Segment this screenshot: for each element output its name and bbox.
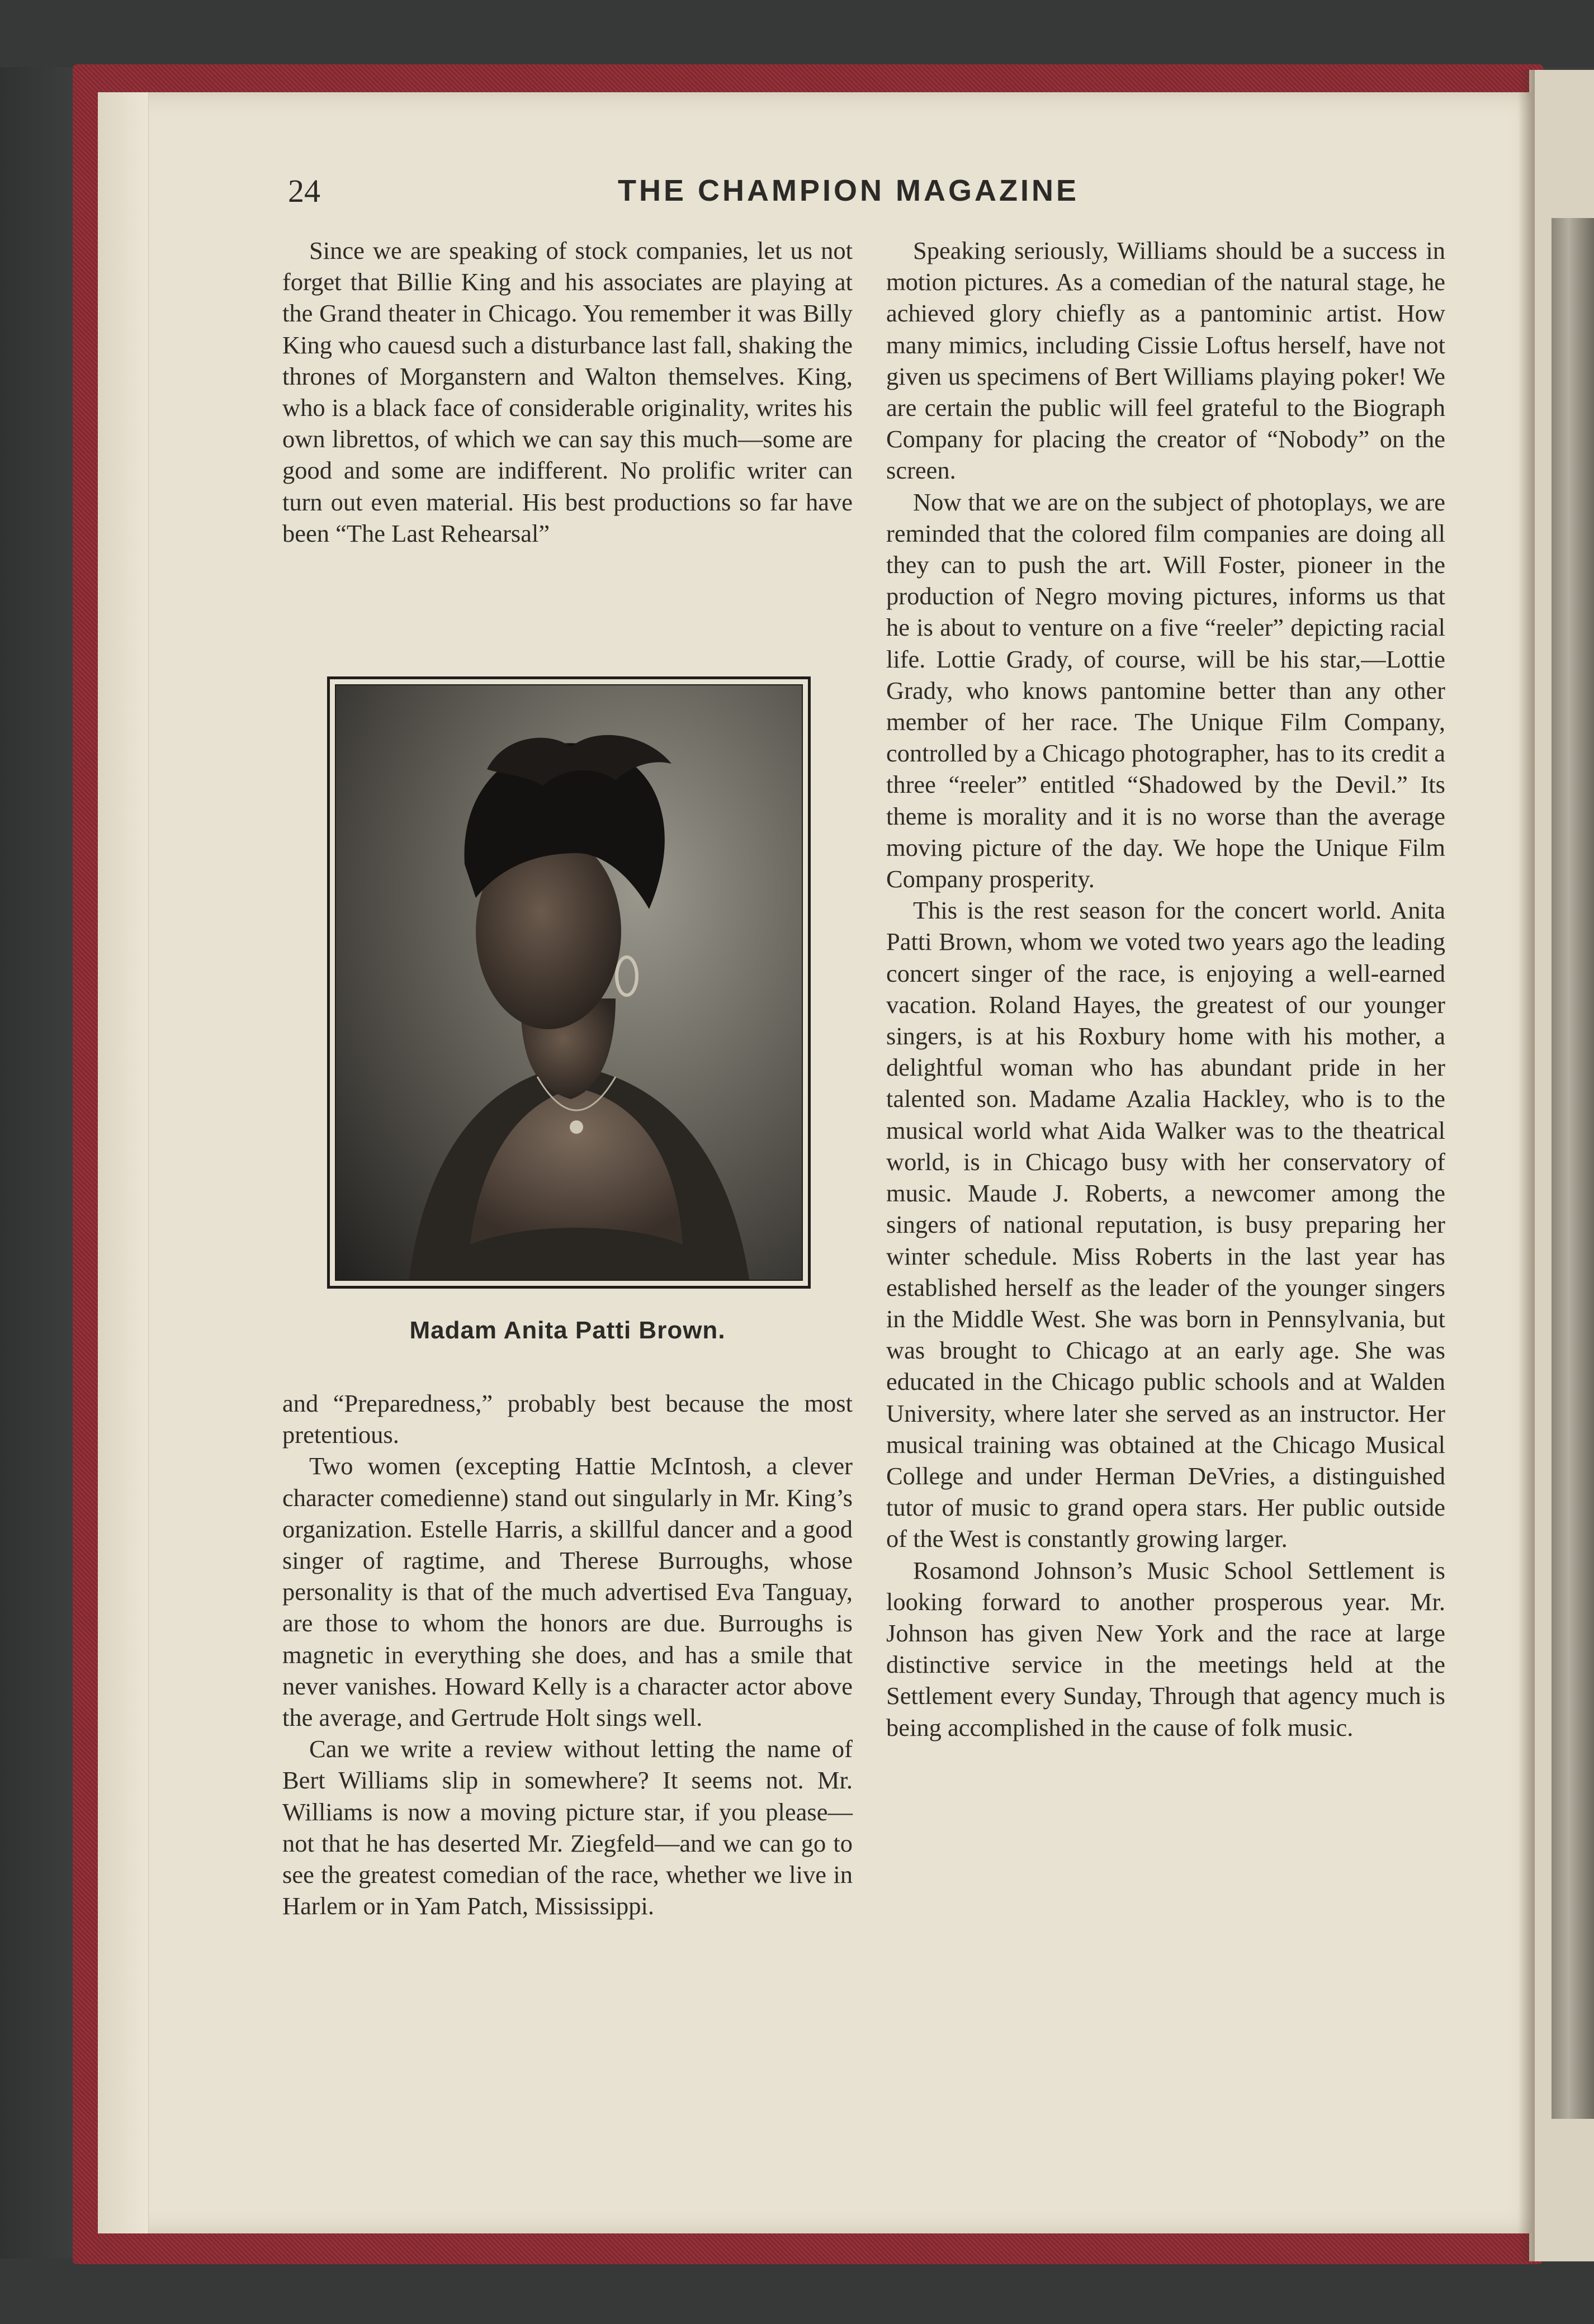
- portrait-frame: [327, 676, 811, 1289]
- paragraph: Two women (excepting Hattie McIntosh, a clever character comedienne) stand out singularly in Mr. King’s organization. Estelle Harris, a skillful dancer and a good singer of ragtime, and Therese Burroughs, whose personality is that of the much advertised Eva Tanguay, are those to whom the honors are due. Burroughs is magnetic in everything she does, and has a smile that never vanishes. Howard Kelly is a character actor above the average, and Gertrude Holt sings well.: [282, 1452, 853, 1732]
- page-header: [288, 168, 1462, 212]
- paragraph: Speaking seriously, Williams should be a success in motion pictures. As a comedian of the natural stage, he achieved glory chiefly as a pantominic artist. How many mimics, including Cissie Loftus herself, have not given us specimens of Bert Williams playing poker! We are certain the public will feel grateful to the Biograph Company for placing the creator of “Nobody” on the screen.: [886, 236, 1445, 485]
- right-column: [886, 235, 1445, 1743]
- portrait-photo: [335, 684, 803, 1281]
- paragraph: Since we are speaking of stock companies, let us not forget that Billie King and his associates are playing at the Grand theater in Chicago. You remember it was Billy King who cauesd such a disturbance last fall, shaking the thrones of Morganstern and Walton themselves. King, who is a black face of considerable originality, writes his own librettos, of which we can say this much—some are good and some are indifferent. No prolific writer can turn out even material. His best productions so far have been “The Last Rehearsal”: [282, 236, 853, 547]
- facing-page-photo: [1552, 218, 1594, 2119]
- paragraph: and “Preparedness,” probably best because the most pretentious.: [282, 1389, 853, 1449]
- left-column-bottom: [282, 1388, 853, 1921]
- paragraph: This is the rest season for the concert world. Anita Patti Brown, whom we voted two years ago the leading concert singer of the race, is enjoying a well-earned vacation. Roland Hayes, the greatest of our younger singers, is at his Roxbury home with his mother, a delightful woman who has abundant pride in her talented son. Madame Azalia Hackley, who is to the musical world what Aida Walker was to the theatrical world, is in Chicago busy with her conservatory of music. Maude J. Roberts, a newcomer among the singers of national reputation, is busy preparing her winter schedule. Miss Roberts in the last year has established herself as the leader of the younger singers in the Middle West. She was born in Pennsylvania, but was brought to Chicago at an early age. She was educated in the Chicago public schools and at Walden University, where later she served as an instructor. Her musical training was obtained at the Chicago Musical College and under Herman DeVries, a distinguished tutor of music to grand opera stars. Her public outside of the West is constantly growing larger.: [886, 896, 1445, 1553]
- magazine-title: THE CHAMPION MAGAZINE: [618, 174, 1079, 207]
- background-top: [0, 0, 1594, 67]
- portrait-caption: Madam Anita Patti Brown.: [409, 1317, 726, 1344]
- portrait-illustration: [336, 685, 803, 1281]
- background-left: [0, 0, 84, 2324]
- gutter-shadow: [1518, 70, 1535, 2261]
- left-column-top: [282, 235, 853, 549]
- paragraph: Now that we are on the subject of photoplays, we are reminded that the colored film companies are doing all they can to push the art. Will Foster, pioneer in the production of Negro moving pictures, informs us that he is about to venture on a five “reeler” depicting racial life. Lottie Grady, of course, will be his star,—Lottie Grady, who knows pantomine better than any other member of her race. The Unique Film Company, controlled by a Chicago photographer, has to its credit a three “reeler” entitled “Shadowed by the Devil.” Its theme is morality and it is no worse than the average moving picture of the day. We hope the Unique Film Company prosperity.: [886, 487, 1445, 893]
- page-stack-edge: [98, 92, 149, 2233]
- background-bottom: [0, 2259, 1594, 2324]
- paragraph: Rosamond Johnson’s Music School Settlement is looking forward to another prosperous year. Mr. Johnson has given New York and the race at large distinctive service in the meetings held at the Settlement every Sunday, Through that agency much is being accomplished in the cause of folk music.: [886, 1556, 1445, 1741]
- paragraph: Can we write a review without letting the name of Bert Williams slip in somewhere? It seems not. Mr. Williams is now a moving picture star, if you please—not that he has deserted Mr. Ziegfeld—and we can go to see the greatest comedian of the race, whether we live in Harlem or in Yam Patch, Mississippi.: [282, 1735, 853, 1920]
- page-number: 24: [288, 173, 320, 209]
